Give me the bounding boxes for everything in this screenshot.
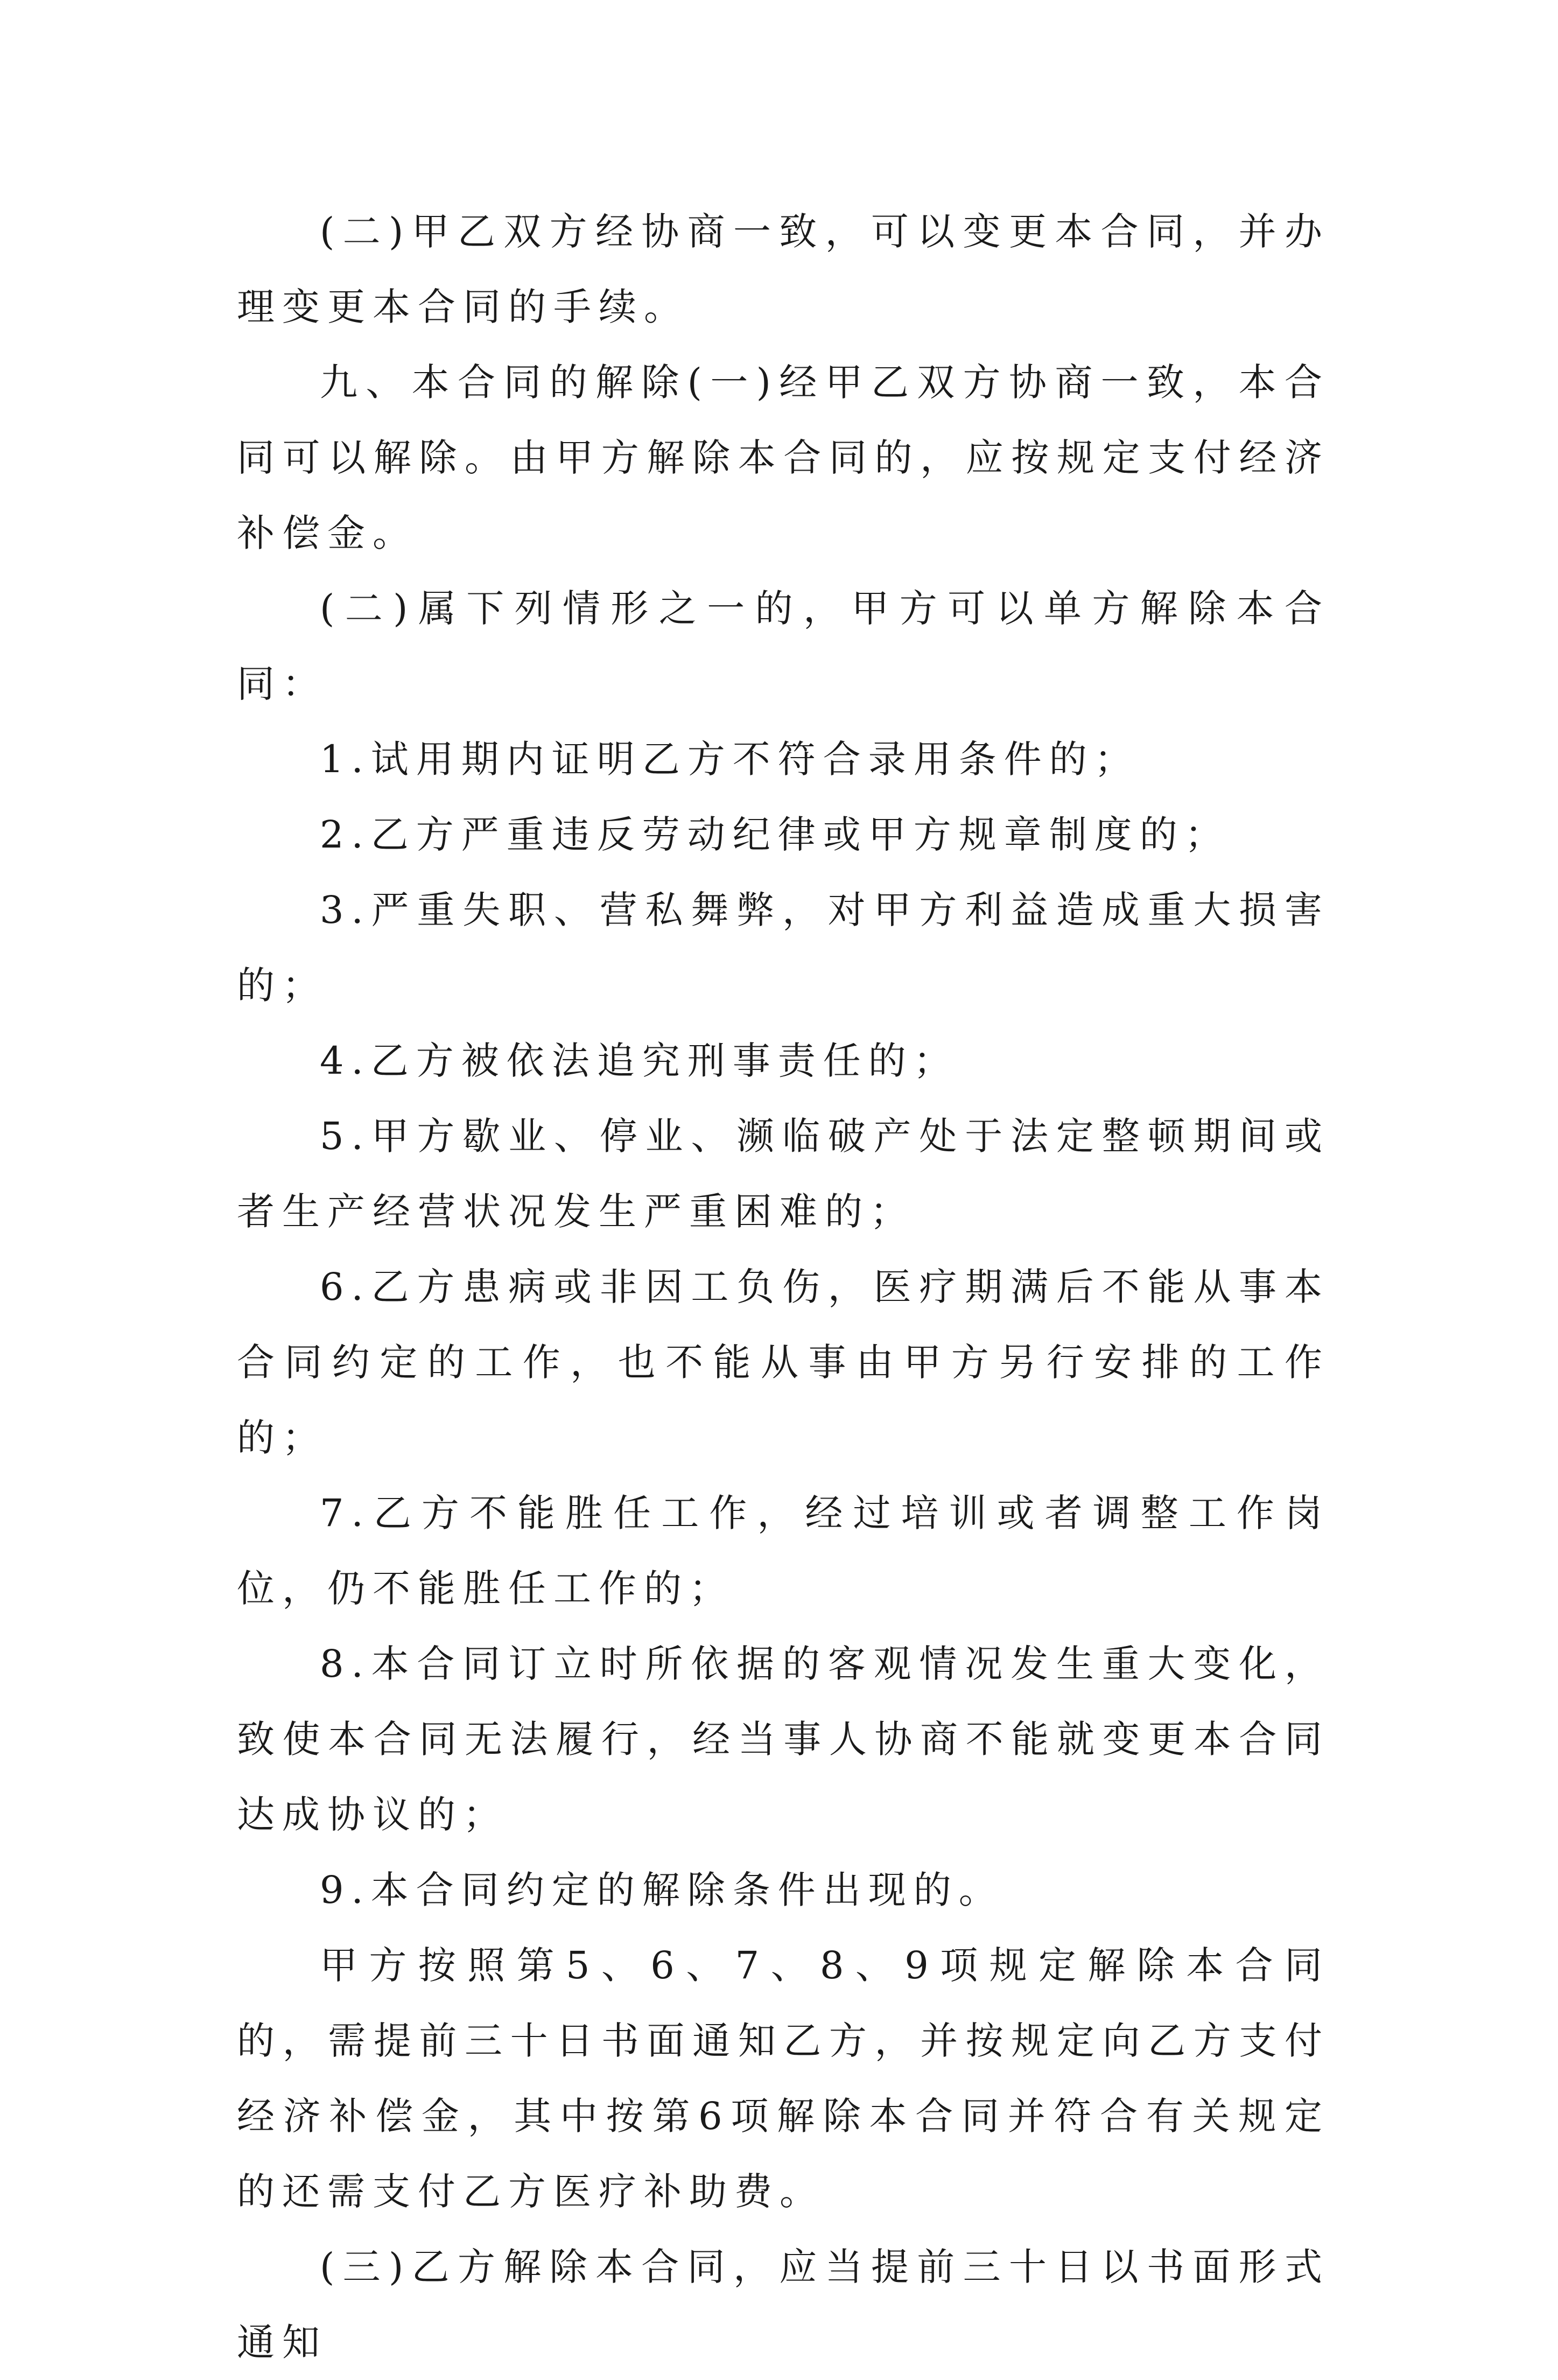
document-body <box>237 194 1330 2380</box>
list-item-8: 8.本合同订立时所依据的客观情况发生重大变化，致使本合同无法履行，经当事人协商不能就变更本合同达成协议的； <box>237 1642 1330 1837</box>
list-item-5: 5.甲方歇业、停业、濒临破产处于法定整顿期间或者生产经营状况发生严重困难的； <box>237 1114 1330 1234</box>
list-item-1: 1.试用期内证明乙方不符合录用条件的； <box>320 737 1140 781</box>
list-item-6: 6.乙方患病或非因工负伤，医疗期满后不能从事本合同约定的工作，也不能从事由甲方另行安排的工作的； <box>237 1265 1330 1460</box>
list-item-7: 7.乙方不能胜任工作，经过培训或者调整工作岗位，仍不能胜任工作的； <box>237 1491 1330 1611</box>
list-item-3: 3.严重失职、营私舞弊，对甲方利益造成重大损害的； <box>237 888 1330 1007</box>
list-item-2: 2.乙方严重违反劳动纪律或甲方规章制度的； <box>320 813 1230 857</box>
paragraph-section-nine-termination: 九、本合同的解除(一)经甲乙双方协商一致，本合同可以解除。由甲方解除本合同的，应按规定支付经济补偿金。 <box>237 360 1330 555</box>
paragraph-modify-contract: (二)甲乙双方经协商一致，可以变更本合同，并办理变更本合同的手续。 <box>237 209 1330 329</box>
paragraph-notice-and-compensation: 甲方按照第5、6、7、8、9项规定解除本合同的，需提前三十日书面通知乙方，并按规定向乙方支付经济补偿金，其中按第6项解除本合同并符合有关规定的还需支付乙方医疗补助费。 <box>237 1943 1330 2214</box>
paragraph-unilateral-termination-intro: (二)属下列情形之一的，甲方可以单方解除本合同： <box>237 586 1330 706</box>
list-item-9: 9.本合同约定的解除条件出现的。 <box>320 1868 1004 1912</box>
list-item-4: 4.乙方被依法追究刑事责任的； <box>320 1039 959 1083</box>
paragraph-employee-termination: (三)乙方解除本合同，应当提前三十日以书面形式通知 <box>237 2245 1330 2364</box>
